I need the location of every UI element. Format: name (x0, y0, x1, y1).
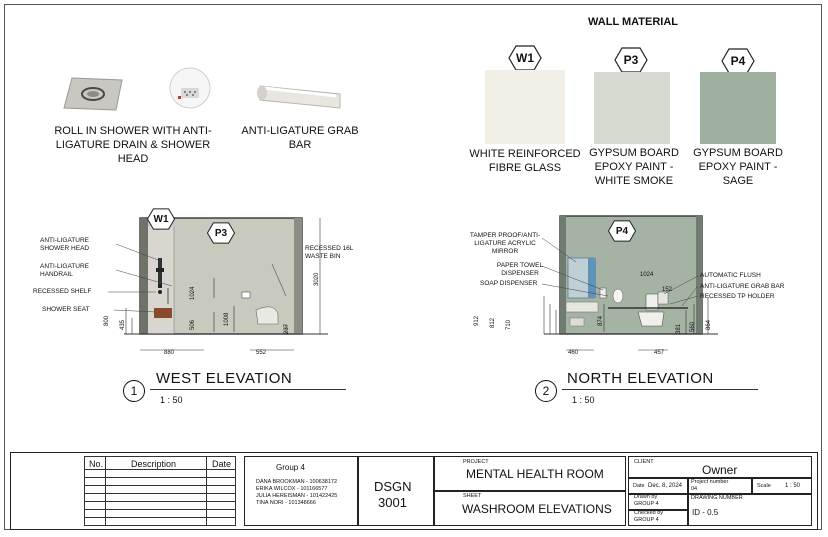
north-note-paper-towel: PAPER TOWEL DISPENSER (496, 262, 544, 277)
swatch-p4 (700, 72, 776, 144)
north-note-soap: SOAP DISPENSER (480, 280, 538, 287)
group-name: Group 4 (276, 463, 305, 472)
hex-tag-p4: P4 (721, 48, 755, 74)
west-view-title: WEST ELEVATION (156, 370, 293, 387)
west-dim-506: 506 (190, 319, 196, 330)
rev-row-lines (84, 469, 236, 526)
sheet-label: SHEET (463, 493, 482, 499)
project-number-value: 04 (691, 486, 698, 492)
project-label: PROJECT (463, 459, 489, 465)
west-note-shower-seat: SHOWER SEAT (42, 306, 90, 313)
north-tag-p4: P4 (607, 220, 637, 242)
north-view-number: 2 (535, 380, 557, 402)
north-dim-381: 381 (676, 323, 682, 334)
north-view-scale: 1 : 50 (572, 395, 595, 405)
floor-drain-image (62, 76, 126, 112)
project-number-label: Project number (691, 479, 729, 485)
hex-tag-p3: P3 (614, 47, 648, 73)
west-dim-1024: 1024 (190, 286, 196, 300)
material-caption-p4: GYPSUM BOARD EPOXY PAINT -SAGE (693, 147, 783, 187)
north-note-grab-bar: ANTI-LIGATURE GRAB BAR (700, 283, 785, 290)
west-note-handrail: ANTI-LIGATURE HANDRAIL (40, 263, 89, 278)
north-dim-874: 874 (598, 315, 604, 326)
scale-value: 1 : 50 (785, 483, 801, 489)
north-note-mirror: TAMPER PROOF/ANTI-LIGATURE ACRYLIC MIRROR (469, 232, 541, 255)
member-2: ERIKA WILCOX - 101166577 (256, 486, 328, 492)
north-dim-560: 560 (690, 321, 696, 332)
fixture-caption-grab-bar: ANTI-LIGATURE GRAB BAR (241, 125, 359, 151)
north-dim-912: 912 (474, 315, 480, 326)
west-tag-p3: P3 (206, 222, 236, 244)
date-value: Dec. 8, 2024 (648, 483, 683, 489)
drawing-number-label: DRAWING NUMBER (691, 495, 743, 501)
rev-header-date: Date (212, 459, 232, 469)
rev-header-no: No. (89, 459, 104, 469)
material-caption-w1: WHITE REINFORCED FIBRE GLASS (469, 148, 581, 174)
drawn-by-value: GROUP 4 (634, 501, 659, 507)
west-title-underline (150, 389, 346, 390)
project-name: MENTAL HEALTH ROOM (466, 467, 604, 481)
date-label: Date (633, 483, 645, 489)
drawn-by-label: Drawn by (634, 494, 658, 500)
west-view-number: 1 (123, 380, 145, 402)
west-dim-1008: 1008 (224, 312, 230, 326)
north-dim-457: 457 (654, 350, 665, 356)
swatch-p3 (594, 72, 670, 144)
rev-header-description: Description (131, 459, 177, 469)
member-1: DANA BROOKMAN - 100638172 (256, 479, 338, 485)
north-title-underline (562, 389, 758, 390)
north-dim-460: 460 (568, 350, 579, 356)
scale-label: Scale (757, 483, 771, 489)
grab-bar-image (254, 78, 346, 114)
swatch-w1 (485, 70, 565, 144)
north-note-tp-holder: RECESSED TP HOLDER (700, 293, 775, 300)
north-dim-1024: 1024 (640, 272, 654, 278)
checked-by-value: GROUP 4 (634, 517, 659, 523)
client-name: Owner (702, 463, 738, 477)
north-dim-812: 812 (490, 317, 496, 328)
north-view-title: NORTH ELEVATION (567, 370, 714, 387)
wall-material-heading: WALL MATERIAL (588, 16, 679, 28)
north-dim-710: 710 (506, 319, 512, 330)
west-dim-3020: 3020 (314, 272, 320, 286)
member-3: JULIA HEREISMAN - 101422425 (256, 493, 338, 499)
west-dim-435: 435 (120, 319, 126, 330)
client-label: CLIENT (634, 459, 654, 465)
west-dim-552: 552 (256, 350, 267, 356)
west-dim-880: 880 (164, 350, 175, 356)
drawing-number-value: ID - 0.5 (692, 508, 719, 517)
material-caption-p3: GYPSUM BOARD EPOXY PAINT -WHITE SMOKE (589, 147, 679, 187)
course-number: 3001 (378, 495, 407, 510)
north-dim-152: 152 (662, 287, 673, 293)
west-dim-237: 237 (284, 323, 290, 334)
west-note-shower-head: ANTI-LIGATURE SHOWER HEAD (40, 237, 90, 252)
north-note-auto-flush: AUTOMATIC FLUSH (700, 272, 761, 279)
west-view-scale: 1 : 50 (160, 395, 183, 405)
course-code: DSGN (374, 479, 412, 494)
checked-by-label: Checked by (634, 510, 664, 516)
member-4: TINA NORI - 101348666 (256, 500, 316, 506)
west-tag-w1: W1 (146, 208, 176, 230)
west-note-recessed-shelf: RECESSED SHELF (33, 288, 92, 295)
west-note-waste-bin: RECESSED 16L WASTE BIN (305, 245, 354, 260)
north-dim-864: 864 (706, 319, 712, 330)
fixture-caption-shower: ROLL IN SHOWER WITH ANTI-LIGATURE DRAIN & SHOWER HEAD (54, 125, 212, 165)
sheet-name: WASHROOM ELEVATIONS (462, 502, 612, 516)
hex-tag-w1: W1 (508, 45, 542, 71)
west-dim-800: 800 (104, 315, 110, 326)
shower-head-image (168, 66, 212, 110)
